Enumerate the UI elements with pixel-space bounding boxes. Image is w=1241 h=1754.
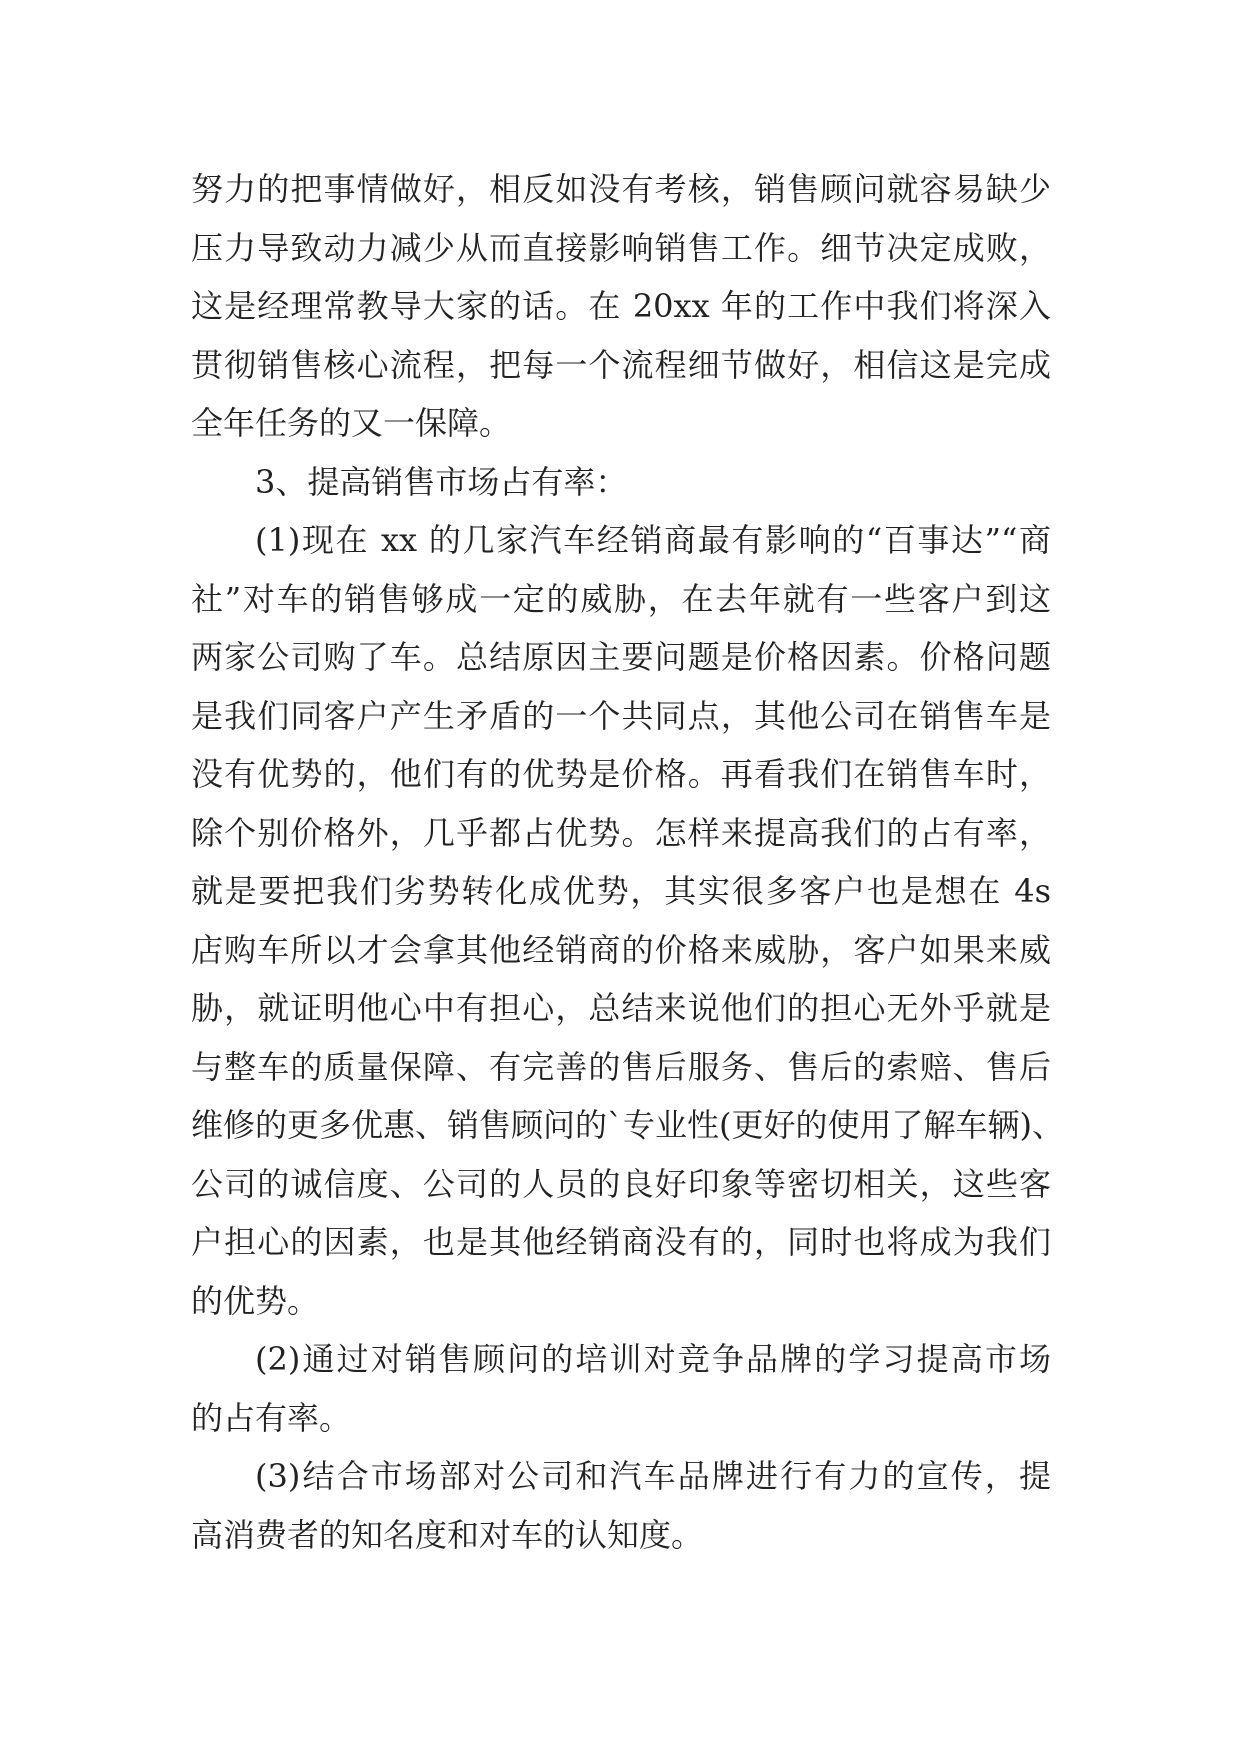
text-line: 与整车的质量保障、有完善的售后服务、售后的索赔、售后 <box>191 1047 1051 1086</box>
text-line: 是我们同客户产生矛盾的一个共同点，其他公司在销售车是 <box>191 696 1051 735</box>
text-line: 贯彻销售核心流程，把每一个流程细节做好，相信这是完成 <box>191 345 1051 384</box>
text-line: (1)现在 xx 的几家汽车经销商最有影响的“百事达”“商 <box>255 521 1051 559</box>
text-line: 的占有率。 <box>191 1398 352 1437</box>
text-line: 全年任务的又一保障。 <box>191 404 512 442</box>
text-line: 的优势。 <box>191 1281 320 1320</box>
text-line: (2)通过对销售顾问的培训对竞争品牌的学习提高市场 <box>255 1340 1051 1378</box>
text-line: 胁，就证明他心中有担心，总结来说他们的担心无外乎就是 <box>191 989 1051 1027</box>
text-line: 高消费者的知名度和对车的认知度。 <box>191 1515 704 1554</box>
body-text <box>191 160 1064 1564</box>
text-line: 户担心的因素，也是其他经销商没有的，同时也将成为我们 <box>191 1223 1051 1261</box>
text-line: 压力导致动力减少从而直接影响销售工作。细节决定成败， <box>191 228 1051 267</box>
text-line: (3)结合市场部对公司和汽车品牌进行有力的宣传，提 <box>255 1457 1051 1495</box>
text-line: 除个别价格外，几乎都占优势。怎样来提高我们的占有率， <box>191 813 1051 852</box>
text-line: 店购车所以才会拿其他经销商的价格来威胁，客户如果来威 <box>191 930 1051 969</box>
text-line: 两家公司购了车。总结原因主要问题是价格因素。价格问题 <box>191 638 1051 676</box>
section-heading: 3、提高销售市场占有率： <box>255 462 628 501</box>
text-line: 这是经理常教导大家的话。在 20xx 年的工作中我们将深入 <box>191 287 1051 325</box>
text-line: 公司的诚信度、公司的人员的良好印象等密切相关，这些客 <box>191 1164 1051 1203</box>
text-line: 就是要把我们劣势转化成优势，其实很多客户也是想在 4s <box>191 872 1051 910</box>
text-line: 努力的把事情做好，相反如没有考核，销售顾问就容易缺少 <box>191 170 1051 208</box>
text-line: 没有优势的，他们有的优势是价格。再看我们在销售车时， <box>191 755 1051 793</box>
text-line: 维修的更多优惠、销售顾问的`专业性(更好的使用了解车辆)、 <box>191 1106 1064 1144</box>
text-line: 社”对车的销售够成一定的威胁，在去年就有一些客户到这 <box>191 579 1051 618</box>
